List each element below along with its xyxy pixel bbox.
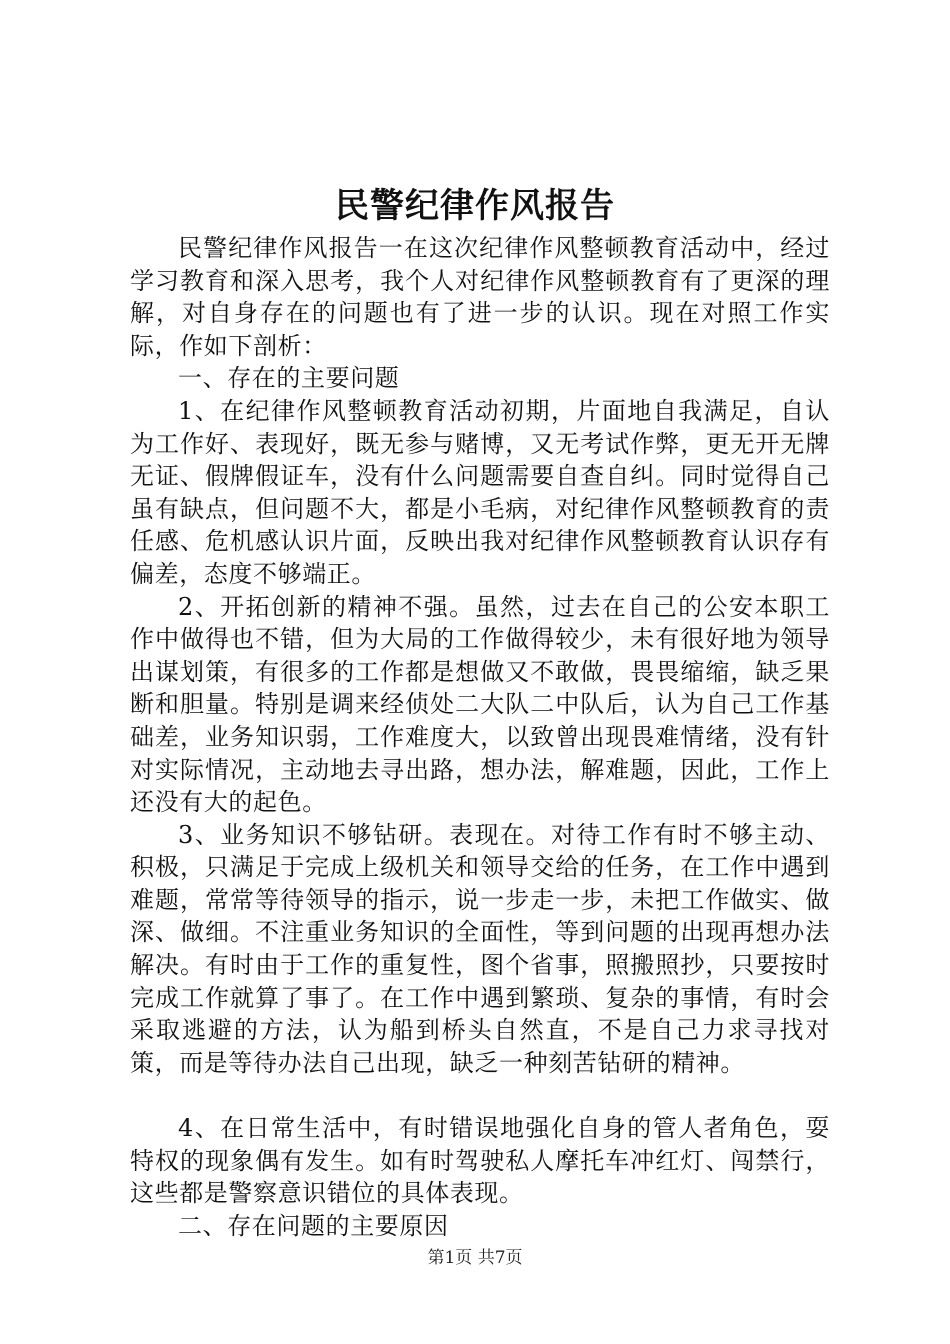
page-number: 第1页 共7页 [427,1248,523,1268]
document-title: 民警纪律作风报告 [335,186,615,226]
section-heading-causes: 二、存在问题的主要原因 [178,1211,449,1240]
document-body [130,232,830,1242]
paragraph-intro: 民警纪律作风报告一在这次纪律作风整顿教育活动中，经过学习教育和深入思考，我个人对纪律作风整顿教育有了更深的理解，对自身存在的问题也有了进一步的认识。现在对照工作实际，作如下剖析： [130,234,830,360]
paragraph-problem-4: 4、在日常生活中，有时错误地强化自身的管人者角色，耍特权的现象偶有发生。如有时驾驶私人摩托车冲红灯、闯禁行，这些都是警察意识错位的具体表现。 [130,1114,830,1208]
section-heading-problems: 一、存在的主要问题 [178,364,400,393]
paragraph-problem-1: 1、在纪律作风整顿教育活动初期，片面地自我满足，自认为工作好、表现好，既无参与赌博，又无考试作弊，更无开无牌无证、假牌假证车，没有什么问题需要自查自纠。同时觉得自己虽有缺点，但问题不大，都是小毛病，对纪律作风整顿教育的责任感、危机感认识片面，反映出我对纪律作风整顿教育认识存有偏差，态度不够端正。 [130,396,830,588]
paragraph-problem-2: 2、开拓创新的精神不强。虽然，过去在自己的公安本职工作中做得也不错，但为大局的工作做得较少，未有很好地为领导出谋划策，有很多的工作都是想做又不敢做，畏畏缩缩，缺乏果断和胆量。特别是调来经侦处二大队二中队后，认为自己工作基础差，业务知识弱，工作难度大，以致曾出现畏难情绪，没有针对实际情况，主动地去寻出路，想办法，解难题，因此，工作上还没有大的起色。 [130,592,830,817]
paragraph-problem-3: 3、业务知识不够钻研。表现在。对待工作有时不够主动、积极，只满足于完成上级机关和领导交给的任务，在工作中遇到难题，常常等待领导的指示，说一步走一步，未把工作做实、做深、做细。不注重业务知识的全面性，等到问题的出现再想办法解决。有时由于工作的重复性，图个省事，照搬照抄，只要按时完成工作就算了事了。在工作中遇到繁琐、复杂的事情，有时会采取逃避的方法，认为船到桥头自然直，不是自己力求寻找对策，而是等待办法自己出现，缺乏一种刻苦钻研的精神。 [130,820,830,1077]
